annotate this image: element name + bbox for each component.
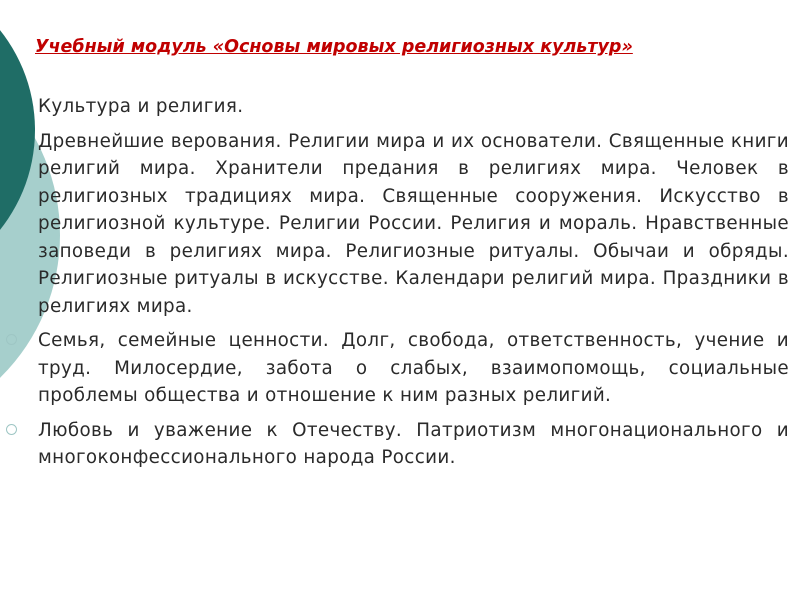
slide-content bbox=[38, 93, 789, 479]
paragraph-family bbox=[38, 327, 789, 410]
slide-title: Учебный модуль «Основы мировых религиозных культур» bbox=[35, 37, 633, 57]
paragraph-culture bbox=[38, 93, 789, 121]
paragraph-text: Семья, семейные ценности. Долг, свобода, ответственность, учение и труд. Милосердие, забота о слабых, взаимопомощь, социальные проблемы общества и отношение к ним разных религий. bbox=[38, 330, 789, 406]
paragraph-fatherland bbox=[38, 417, 789, 472]
bullet-circle-icon bbox=[6, 424, 17, 435]
paragraph-text: Древнейшие верования. Религии мира и их основатели. Священные книги религий мира. Хранители предания в религиях мира. Человек в религиозных традициях мира. Священные сооружения. Искусство в религиозной культуре. Религии России. Религия и мораль. Нравственные заповеди в религиях мира. Религиозные ритуалы. Обычаи и обряды. Религиозные ритуалы в искусстве. Календари религий мира. Праздники в религиях мира. bbox=[38, 130, 789, 317]
paragraph-text: Культура и религия. bbox=[38, 96, 244, 117]
paragraph-beliefs bbox=[38, 128, 789, 321]
paragraph-text: Любовь и уважение к Отечеству. Патриотизм многонационального и многоконфессионального народа России. bbox=[38, 419, 789, 468]
bullet-circle-icon bbox=[6, 334, 17, 345]
